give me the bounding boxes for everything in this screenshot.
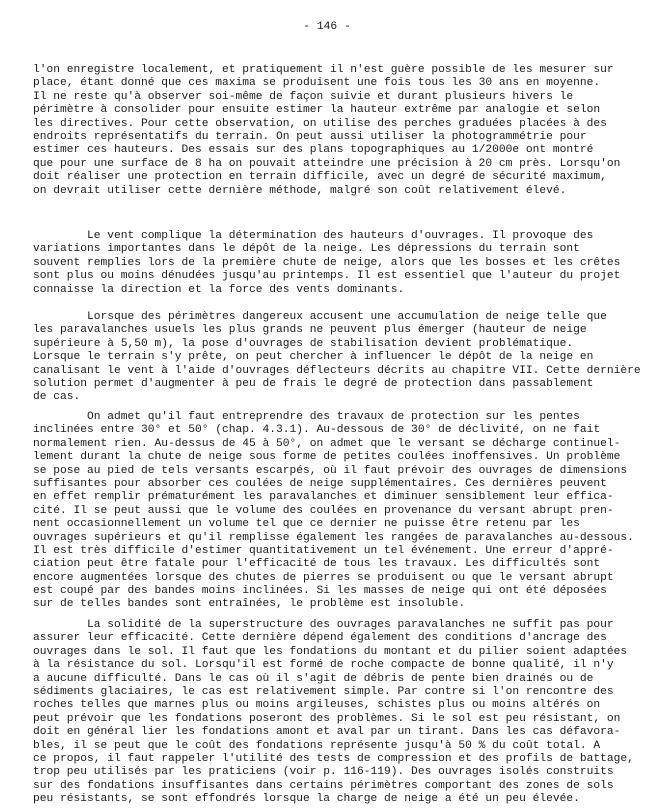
paragraph-4 [33, 411, 633, 612]
text-line: cité. Il se peut aussi que le volume des coulées en provenance du versant abrupt pren- [33, 504, 614, 517]
text-line: périmètre à consolider pour ensuite estimer la hauteur extrême par analogie et selon [33, 104, 601, 117]
text-line: ouvrages dans le sol. Il faut que les fondations du montant et du pilier soient adaptées [33, 645, 628, 658]
text-line: est coupé par des bandes moins inclinées. Si les masses de neige qui ont été déposées [33, 585, 607, 598]
text-line: lement durant la chute de neige sous forme de petites coulées inoffensives. Un problème [33, 451, 621, 464]
text-line: a aucune difficulté. Dans le cas où il s'agit de débris de pente bien drainés ou de [33, 672, 594, 685]
text-line: les directives. Pour cette observation, on utilise des perches graduées placées à des [33, 117, 607, 130]
text-line: souvent remplies lors de la première chute de neige, alors que les bosses et les crêtes [33, 256, 621, 269]
text-line: doit réaliser une protection en terrain difficile, avec un degré de sécurité maximum, [33, 171, 607, 184]
text-line: Il ne reste qu'à observer soi-même de façon suivie et durant plusieurs hivers le [33, 90, 574, 103]
paragraph-5 [33, 619, 633, 806]
text-line: Il est très difficile d'estimer quantitativement un tel événement. Une erreur d'appré- [33, 544, 614, 557]
text-line: nent occasionnellement un volume tel que ce dernier ne puisse être retenu par les [33, 518, 580, 531]
paragraph-3 [33, 311, 641, 405]
text-line: l'on enregistre localement, et pratiquement il n'est guère possible de les mesurer sur [33, 64, 614, 76]
text-line: bles, il se peut que le coût des fondations représente jusqu'à 50 % du coût total. A [33, 739, 601, 752]
text-line: sur de telles bandes sont entraînées, le problème est insoluble. [33, 598, 466, 611]
text-line: place, étant donné que ces maxima se produisent une fois tous les 30 ans en moyenne. [33, 77, 601, 90]
text-line: sur des fondations insuffisantes dans certains périmètres comportant des zones de sols [33, 779, 614, 792]
text-line: de cas. [33, 391, 81, 404]
text-line: inclinées entre 30° et 50° (chap. 4.3.1). Au-dessous de 30° de déclivité, on ne fait [33, 424, 601, 437]
paragraph-1 [33, 64, 633, 198]
text-line: canalisant le vent à l'aide d'ouvrages déflecteurs décrits au chapitre VII. Cette dernière [33, 364, 641, 377]
text-line: que pour une surface de 8 ha on pouvait atteindre une précision à 20 cm près. Lorsqu'on [33, 157, 621, 170]
text-line: Lorsque le terrain s'y prête, on peut chercher à influencer le dépôt de la neige en [33, 351, 594, 364]
text-line: encore augmentées lorsque des chutes de pierres se produisent ou que le versant abrupt [33, 571, 614, 584]
paragraph-2 [33, 230, 633, 297]
text-line: ouvrages supérieurs et qu'il remplisse également les rangées de paravalanches au-dessous. [33, 531, 634, 544]
text-line: On admet qu'il faut entreprendre des travaux de protection sur les pentes [87, 411, 580, 423]
page-number: - 146 - [303, 21, 351, 33]
text-line: suffisantes pour absorber ces coulées de neige supplémentaires. Ces dernières peuvent [33, 477, 607, 490]
text-line: sédiments glaciaires, le cas est relativement simple. Par contre si l'on rencontre des [33, 685, 614, 698]
text-line: connaisse la direction et la force des vents dominants. [33, 283, 405, 296]
text-line: peu résistants, se sont effondrés lorsque la charge de neige a été un peu élevée. [33, 793, 580, 806]
text-line: La solidité de la superstructure des ouvrages paravalanches ne suffit pas pour [87, 619, 614, 631]
text-line: à la résistance du sol. Lorsqu'il est formé de roche compacte de bonne qualité, il n'y [33, 659, 614, 672]
text-line: en effet remplir prématurément les paravalanches et diminuer sensiblement leur effica- [33, 491, 614, 504]
text-line: supérieure à 5,50 m), la pose d'ouvrages de stabilisation devient problématique. [33, 337, 574, 350]
text-line: estimer ces hauteurs. Des essais sur des plans topographiques au 1/2000e ont montré [33, 144, 594, 157]
text-line: endroits représentatifs du terrain. On peut aussi utiliser la photogrammétrie pour [33, 130, 587, 143]
text-line: peut prévoir que les fondations poseront des problèmes. Si le sol est peu résistant, on [33, 712, 621, 725]
text-line: on devrait utiliser cette dernière méthode, malgré son coût relativement élevé. [33, 184, 567, 197]
text-line: ce propos, il faut rappeler l'utilité des tests de compression et des profils de battage, [33, 752, 634, 765]
text-line: roches telles que marnes plus ou moins argileuses, schistes plus ou moins altérés on [33, 699, 601, 712]
text-line: variations importantes dans le dépôt de la neige. Les dépressions du terrain sont [33, 243, 580, 256]
text-line: se pose au pied de tels versants escarpés, où il faut prévoir des ouvrages de dimensions [33, 464, 628, 477]
text-line: solution permet d'augmenter à peu de frais le degré de protection dans passablement [33, 377, 594, 390]
text-line: sont plus ou moins dénudées jusqu'au printemps. Il est essentiel que l'auteur du projet [33, 270, 621, 283]
text-line: ciation peut être fatale pour l'efficacité de tous les travaux. Les difficultés sont [33, 558, 601, 571]
text-line: normalement rien. Au-dessus de 45 à 50°, on admet que le versant se décharge continuel- [33, 437, 621, 450]
text-line: les paravalanches usuels les plus grands ne peuvent plus émerger (hauteur de neige [33, 324, 587, 337]
text-line: Lorsque des périmètres dangereux accusent une accumulation de neige telle que [87, 311, 607, 323]
text-line: doit en général lier les fondations amont et aval par un tirant. Dans les cas défavora- [33, 726, 621, 739]
text-line: assurer leur efficacité. Cette dernière dépend également des conditions d'ancrage des [33, 632, 607, 645]
text-line: Le vent complique la détermination des hauteurs d'ouvrages. Il provoque des [87, 230, 594, 242]
text-line: trop peu utilisés par les praticiens (voir p. 116-119). Des ouvrages isolés construits [33, 766, 614, 779]
